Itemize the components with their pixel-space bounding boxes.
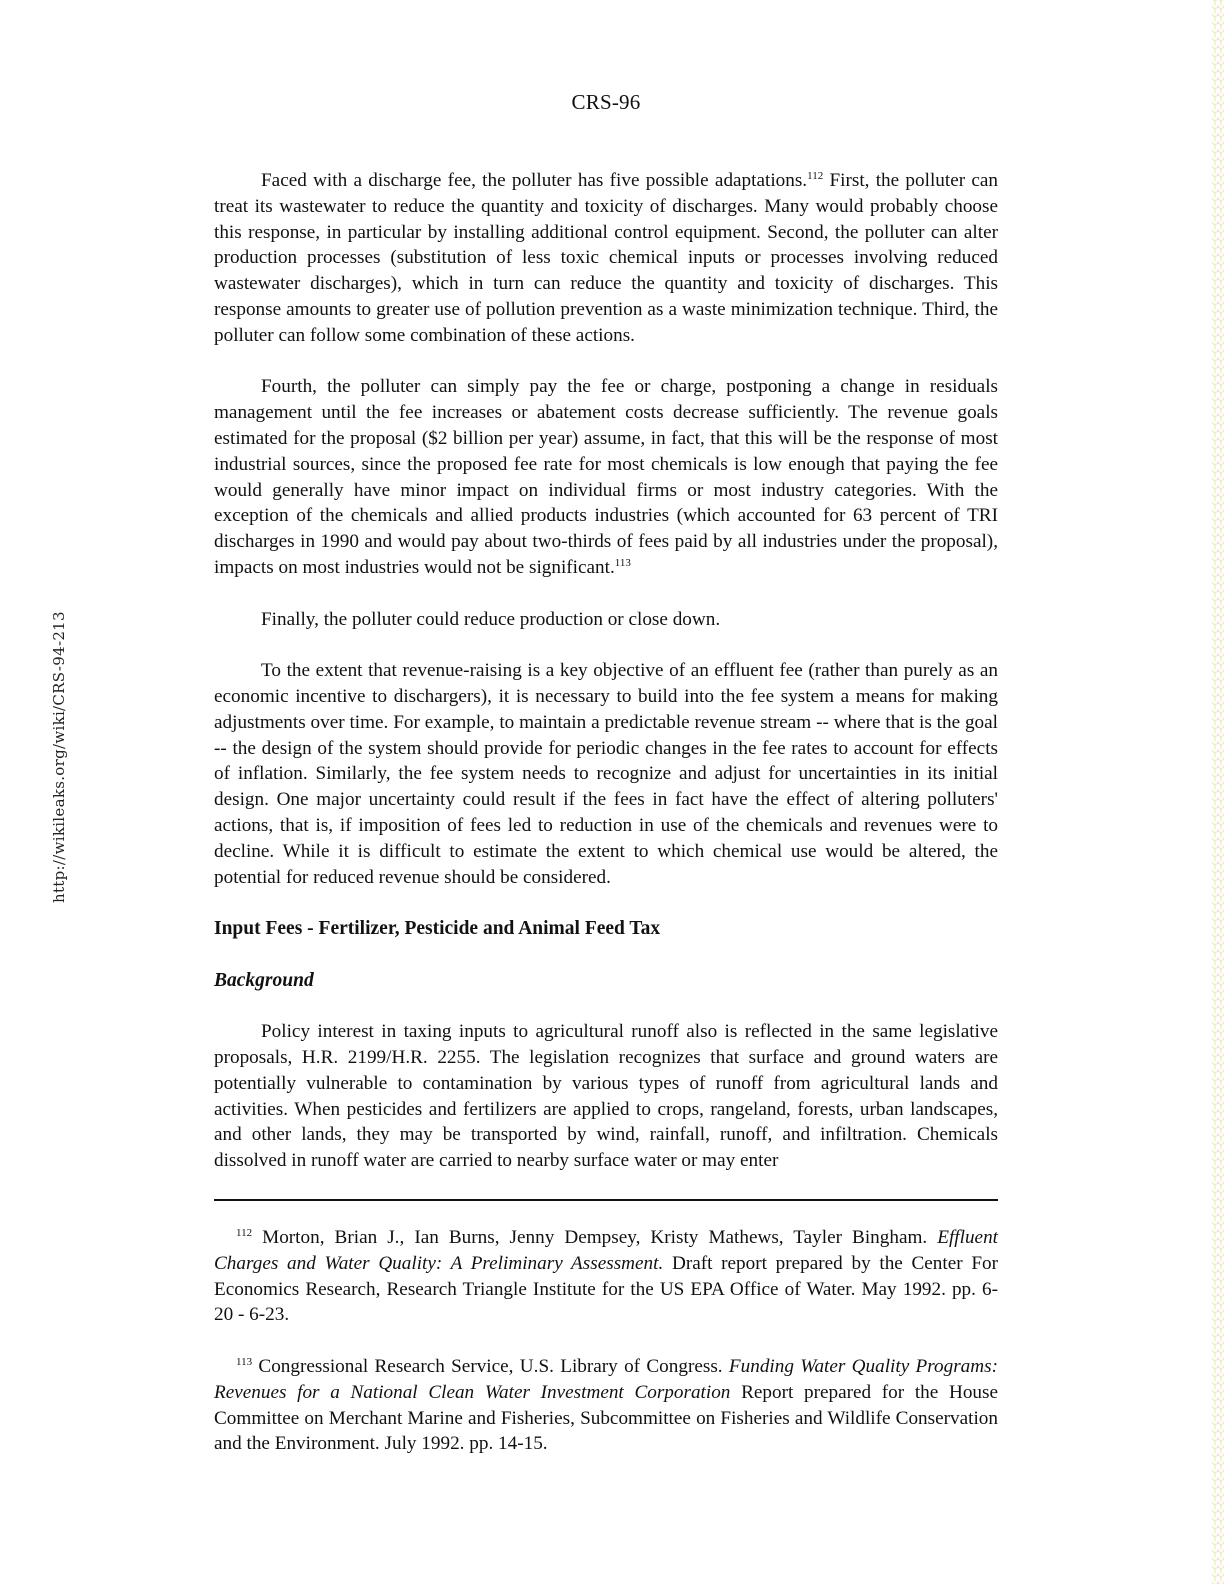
page-header: CRS-96 [571, 90, 641, 114]
footnote-112 [214, 1225, 998, 1328]
footnote-text: Draft report prepared by the Center For Economics Research, Research Triangle Institute for the US EPA Office of Water. May 1992. pp. 6-20 - 6-23. [214, 1252, 998, 1326]
subsection-heading: Background [214, 969, 314, 991]
paragraph-pay-the-fee [214, 374, 998, 580]
footnote-number: 112 [236, 1227, 253, 1239]
footnote-title: Effluent Charges and Water Quality: A Preliminary Assessment. [214, 1227, 998, 1274]
paragraph-revenue-raising: To the extent that revenue-raising is a key objective of an effluent fee (rather than purely as an economic incentive to dischargers), it is necessary to build into the fee system a means for making adjustments over time. For example, to maintain a predictable revenue stream -- where that is the goal -- the design of the system should provide for periodic changes in the fee rates to account for effects of inflation. Similarly, the fee system needs to recognize and adjust for uncertainties in its initial design. One major uncertainty could result if the fees in fact have the effect of altering polluters' actions, that is, if imposition of fees led to reduction in use of the chemicals and revenues were to decline. While it is difficult to estimate the extent to which chemical use would be altered, the potential for reduced revenue should be considered. [214, 660, 998, 888]
footnote-divider [214, 1199, 998, 1201]
paragraph-text: Fourth, the polluter can simply pay the fee or charge, postponing a change in residuals management until the fee increases or abatement costs decrease sufficiently. The revenue goals estimated for the proposal ($2 billion per year) assume, in fact, that this will be the response of most industrial sources, since the proposed fee rate for most chemicals is low enough that paying the fee would generally have minor impact on individual firms or most industry categories. With the exception of the chemicals and allied products industries (which accounted for 63 percent of TRI discharges in 1990 and would pay about two-thirds of fees paid by all industries under the proposal), impacts on most industries would not be significant. [214, 376, 998, 578]
side-watermark-url: http://wikileaks.org/wiki/CRS-94-213 [50, 611, 68, 904]
footnote-number: 113 [236, 1355, 253, 1368]
footnote-reference: 113 [614, 556, 631, 569]
scan-edge-artifact [1212, 0, 1224, 1584]
footnote-title: Funding Water Quality Programs: Revenues for a National Clean Water Investment Corporation [214, 1355, 998, 1403]
footnote-text: Report prepared for the House Committee on Merchant Marine and Fisheries, Subcommittee on Fisheries and Wildlife Conservation and the Environment. July 1992. pp. 14-15. [214, 1381, 998, 1455]
footnote-text: Morton, Brian J., Ian Burns, Jenny Dempsey, Kristy Mathews, Tayler Bingham. [252, 1227, 938, 1248]
paragraph-text: Faced with a discharge fee, the polluter has five possible adaptations. [261, 170, 808, 191]
footnotes [214, 1225, 998, 1483]
paragraph-policy-interest: Policy interest in taxing inputs to agricultural runoff also is reflected in the same legislative proposals, H.R. 2199/H.R. 2255. The legislation recognizes that surface and ground waters are potentially vulnerable to contamination by various types of runoff from agricultural lands and activities. When pesticides and fertilizers are applied to crops, rangeland, forests, urban landscapes, and other lands, they may be transported by wind, rainfall, runoff, and infiltration. Chemicals dissolved in runoff water are carried to nearby surface water or may enter [214, 1021, 998, 1172]
section-heading: Input Fees - Fertilizer, Pesticide and Animal Feed Tax [214, 918, 661, 940]
footnote-text: Congressional Research Service, U.S. Library of Congress. [252, 1355, 729, 1377]
paragraph-text: First, the polluter can treat its wastewater to reduce the quantity and toxicity of discharges. Many would probably choose this response, in particular by installing additional control equipment. Second, the polluter can alter production processes (substitution of less toxic chemical inputs or processes involving reduced wastewater discharges), which in turn can reduce the quantity and toxicity of discharges. This response amounts to greater use of pollution prevention as a waste minimization technique. Third, the polluter can follow some combination of these actions. [214, 170, 999, 346]
footnote-reference: 112 [807, 170, 824, 182]
document-body [214, 168, 998, 1174]
footnote-113 [214, 1354, 998, 1457]
paragraph-discharge-fee-adaptations [214, 168, 998, 349]
paragraph-reduce-production: Finally, the polluter could reduce production or close down. [261, 608, 721, 630]
